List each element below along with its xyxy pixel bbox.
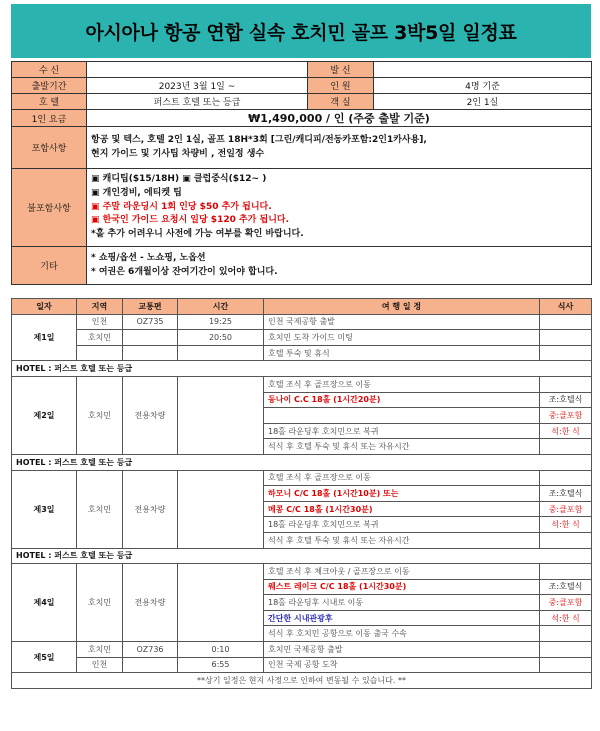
itinerary-golf-cell: 동나이 C.C 18홀 (1시간20분) (264, 392, 540, 408)
excluded-label: 불포함사항 (12, 169, 87, 247)
meal-cell (540, 657, 592, 673)
itinerary-golf-cell: 하모니 C/C 18홀 (1시간10분) 또는 (264, 486, 540, 502)
time-cell: 6:55 (178, 657, 264, 673)
included-label: 포함사항 (12, 127, 87, 169)
excluded-line: ▣ 개인경비, 에티켓 팁 (91, 187, 182, 198)
excluded-line-guide: ▣ 한국인 가이드 요청시 일당 $120 추가 됩니다. (91, 215, 290, 226)
hotel-row (12, 94, 592, 110)
itinerary-cell: 18홀 라운딩후 호치민으로 복귀 (264, 423, 540, 439)
meal-cell: 석:한 식 (540, 610, 592, 626)
region-cell: 호치민 (77, 470, 123, 548)
excluded-row (12, 169, 592, 247)
table-row (12, 330, 592, 346)
region-cell: 호치민 (77, 564, 123, 642)
col-header-transport: 교통편 (123, 299, 178, 315)
meal-cell: 중:클포함 (540, 501, 592, 517)
etc-line: * 쇼핑/옵션 - 노쇼핑, 노옵션 (91, 252, 206, 263)
departure-label: 출발기간 (12, 78, 87, 94)
table-row (12, 657, 592, 673)
itinerary-tour-cell: 간단한 시내관광후 (264, 610, 540, 626)
departure-row (12, 78, 592, 94)
day3-label: 제3일 (12, 470, 77, 548)
itinerary-cell: 인천 국제 공항 도착 (264, 657, 540, 673)
people-value: 4명 기준 (374, 78, 592, 94)
schedule-table (11, 298, 592, 689)
etc-label: 기타 (12, 247, 87, 285)
recipient-label: 수 신 (12, 62, 87, 78)
excluded-line: *홀 추가 어려우니 사전에 가능 여부를 확인 바랍니다. (91, 229, 304, 240)
excluded-line-weekend: ▣ 주말 라운딩시 1회 인당 $50 추가 됩니다. (91, 201, 272, 212)
itinerary-cell: 석식 후 호텔 투숙 및 휴식 또는 자유시간 (264, 532, 540, 548)
price-label: 1인 요금 (12, 110, 87, 127)
itinerary-cell: 호치민 도착 가이드 미팅 (264, 330, 540, 346)
table-row (12, 564, 592, 580)
hotel-note: HOTEL : 퍼스트 호텔 또는 등급 (12, 361, 592, 377)
meal-cell (540, 439, 592, 455)
included-line: 항공 및 텍스, 호텔 2인 1실, 골프 18H*3회 [그린/캐디피/전동카포함:2인1카사용], (91, 134, 427, 145)
time-cell: 20:50 (178, 330, 264, 346)
recipient-value (87, 62, 308, 78)
excluded-line: ▣ 캐디팁($15/18H) ▣ 클럽중식($12~ ) (91, 173, 267, 184)
meal-cell (540, 564, 592, 580)
price-row (12, 110, 592, 127)
page-title: 아시아나 항공 연합 실속 호치민 골프 3박5일 일정표 (11, 4, 591, 58)
meal-cell (540, 314, 592, 330)
itinerary-cell: 호텔 조식 후 체크아웃 / 골프장으로 이동 (264, 564, 540, 580)
day5-label: 제5일 (12, 642, 77, 673)
day1-label: 제1일 (12, 314, 77, 361)
region-cell (77, 345, 123, 361)
etc-line: * 여권은 6개월이상 잔여기간이 있어야 합니다. (91, 266, 278, 277)
table-row (12, 345, 592, 361)
table-row (12, 470, 592, 486)
meal-cell (540, 376, 592, 392)
meal-cell (540, 470, 592, 486)
hotel-label: 호 텔 (12, 94, 87, 110)
meal-cell: 중:클포함 (540, 595, 592, 611)
departure-value: 2023년 3월 1일 ~ (87, 78, 308, 94)
itinerary-cell: 인천 국제공항 출발 (264, 314, 540, 330)
col-header-itinerary: 여 행 일 정 (264, 299, 540, 315)
itinerary-golf-cell: 메콩 C/C 18홀 (1시간30분) (264, 501, 540, 517)
region-cell: 호치민 (77, 330, 123, 346)
itinerary-cell (264, 408, 540, 424)
itinerary-cell: 호텔 조식 후 골프장으로 이동 (264, 376, 540, 392)
time-cell: 0:10 (178, 642, 264, 658)
col-header-day: 일자 (12, 299, 77, 315)
hotel-note: HOTEL : 퍼스트 호텔 또는 등급 (12, 548, 592, 564)
hotel-row (12, 454, 592, 470)
transport-cell: OZ736 (123, 642, 178, 658)
itinerary-cell: 호치민 국제공항 출발 (264, 642, 540, 658)
sender-value (374, 62, 592, 78)
included-row (12, 127, 592, 169)
transport-cell: 전용차량 (123, 376, 178, 454)
table-row (12, 314, 592, 330)
col-header-meal: 식사 (540, 299, 592, 315)
included-text (87, 127, 592, 169)
meal-cell (540, 626, 592, 642)
room-value: 2인 1실 (374, 94, 592, 110)
excluded-text (87, 169, 592, 247)
day2-label: 제2일 (12, 376, 77, 454)
itinerary-cell: 석식 후 호치민 공항으로 이동 출국 수속 (264, 626, 540, 642)
included-line: 현지 가이드 및 기사팁 차량비 , 전일정 생수 (91, 148, 265, 159)
people-label: 인 원 (308, 78, 374, 94)
etc-row (12, 247, 592, 285)
table-row (12, 376, 592, 392)
itinerary-cell: 석식 후 호텔 투숙 및 휴식 또는 자유시간 (264, 439, 540, 455)
etc-text (87, 247, 592, 285)
recipient-row (12, 62, 592, 78)
hotel-row (12, 548, 592, 564)
transport-cell: OZ735 (123, 314, 178, 330)
region-cell: 인천 (77, 657, 123, 673)
meal-cell (540, 642, 592, 658)
transport-cell (123, 330, 178, 346)
itinerary-cell: 호텔 투숙 및 휴식 (264, 345, 540, 361)
meal-cell: 조:호텔식 (540, 392, 592, 408)
room-label: 객 실 (308, 94, 374, 110)
itinerary-cell: 호텔 조식 후 골프장으로 이동 (264, 470, 540, 486)
time-cell (178, 345, 264, 361)
meal-cell: 중:클포함 (540, 408, 592, 424)
meal-cell (540, 345, 592, 361)
meal-cell: 조:호텔식 (540, 486, 592, 502)
schedule-header-row (12, 299, 592, 315)
meal-cell: 조:호텔식 (540, 579, 592, 595)
sender-label: 발 신 (308, 62, 374, 78)
col-header-region: 지역 (77, 299, 123, 315)
time-cell (178, 564, 264, 642)
transport-cell: 전용차량 (123, 564, 178, 642)
day4-label: 제4일 (12, 564, 77, 642)
transport-cell: 전용차량 (123, 470, 178, 548)
table-row (12, 642, 592, 658)
region-cell: 인천 (77, 314, 123, 330)
region-cell: 호치민 (77, 642, 123, 658)
time-cell (178, 470, 264, 548)
info-table (11, 61, 592, 285)
meal-cell (540, 532, 592, 548)
hotel-note: HOTEL : 퍼스트 호텔 또는 등급 (12, 454, 592, 470)
schedule-footer-note: **상기 일정은 현지 사정으로 인하여 변동될 수 있습니다. ** (12, 673, 592, 689)
transport-cell (123, 657, 178, 673)
itinerary-golf-cell: 웨스트 레이크 C/C 18홀 (1시간30분) (264, 579, 540, 595)
meal-cell: 석:한 식 (540, 517, 592, 533)
col-header-time: 시간 (178, 299, 264, 315)
price-value: ₩1,490,000 / 인 (주중 출발 기준) (87, 110, 592, 127)
itinerary-cell: 18홀 라운딩후 호치민으로 복귀 (264, 517, 540, 533)
meal-cell: 석:한 식 (540, 423, 592, 439)
footer-row (12, 673, 592, 689)
hotel-row (12, 361, 592, 377)
region-cell: 호치민 (77, 376, 123, 454)
hotel-value: 퍼스트 호텔 또는 등급 (87, 94, 308, 110)
transport-cell (123, 345, 178, 361)
time-cell: 19:25 (178, 314, 264, 330)
itinerary-cell: 18홀 라운딩후 시내로 이동 (264, 595, 540, 611)
time-cell (178, 376, 264, 454)
meal-cell (540, 330, 592, 346)
